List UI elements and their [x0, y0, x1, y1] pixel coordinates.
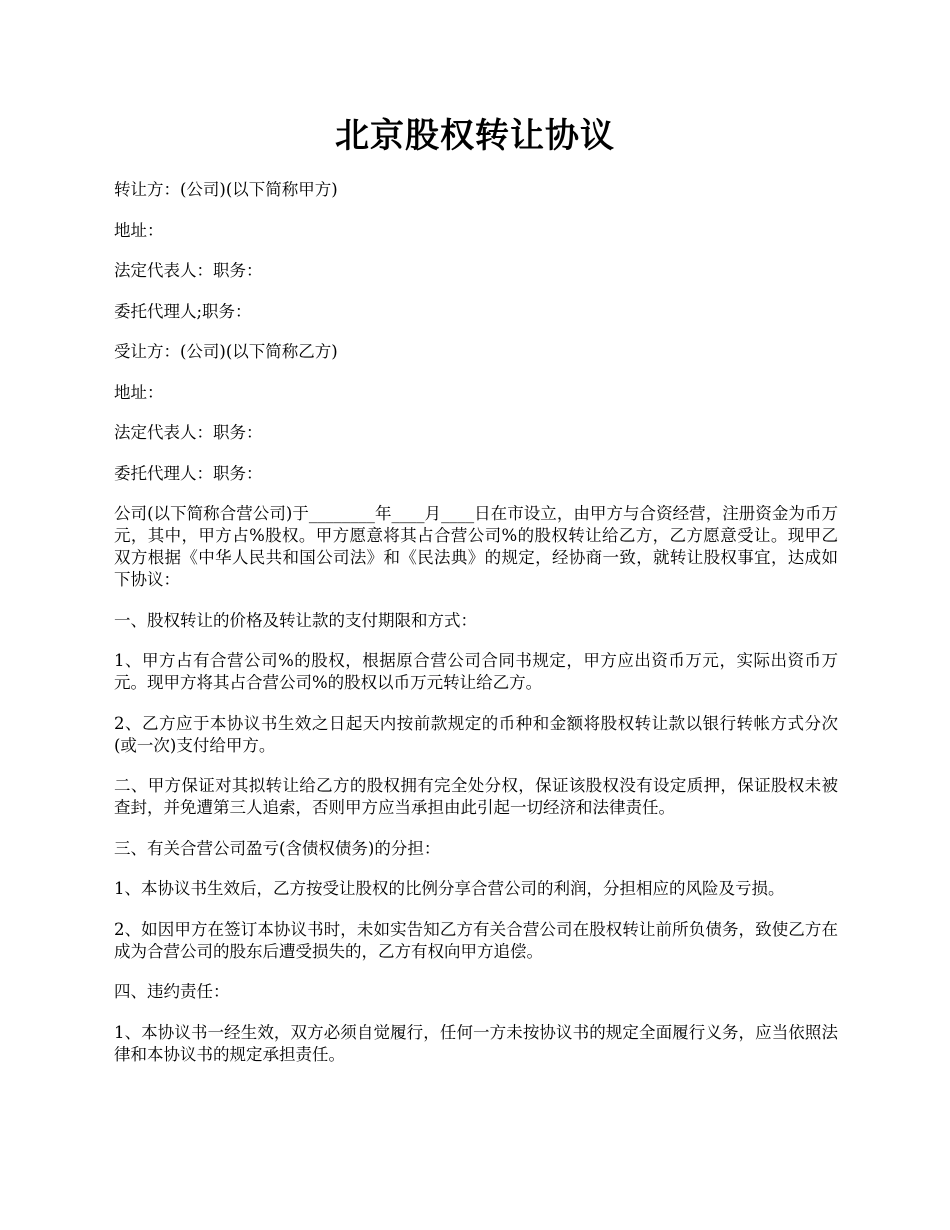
section-heading-profit-loss: 三、有关合营公司盈亏(含债权债务)的分担：	[114, 838, 441, 858]
document-title: 北京股权转让协议	[335, 116, 615, 156]
clause-4-1: 1、本协议书一经生效，双方必须自觉履行，任何一方未按协议书的规定全面履行义务，应当依照法律和本协议书的规定承担责任。	[114, 1022, 838, 1064]
section-heading-liability: 四、违约责任：	[114, 982, 230, 1001]
clause-3-1: 1、本协议书生效后，乙方按受让股权的比例分享合营公司的利润，分担相应的风险及亏损。	[114, 879, 785, 898]
paragraph-transferee-agent: 委托代理人：职务：	[114, 463, 263, 483]
paragraph-transferor-address: 地址：	[114, 220, 164, 240]
paragraph-transferor: 转让方：(公司)(以下简称甲方)	[114, 180, 338, 199]
paragraph-preamble: 公司(以下简称合营公司)于________年____月____日在市设立，由甲方与合资经营，注册资金为币万元，其中，甲方占%股权。甲方愿意将其占合营公司%的股权转让给乙方，乙方愿意受让。现甲乙双方根据《中华人民共和国公司法》和《民法典》的规定，经协商一致，就转让股权事宜，达成如下协议：	[114, 504, 838, 589]
clause-1-2: 2、乙方应于本协议书生效之日起天内按前款规定的币种和金额将股权转让款以银行转帐方式分次(或一次)支付给甲方。	[114, 713, 838, 755]
paragraph-transferee: 受让方：(公司)(以下简称乙方)	[114, 342, 338, 361]
paragraph-transferee-legal-rep: 法定代表人：职务：	[114, 423, 263, 442]
paragraph-transferee-address: 地址：	[114, 382, 164, 402]
document-body	[114, 179, 838, 1084]
clause-3-2: 2、如因甲方在签订本协议书时，未如实告知乙方有关合营公司在股权转让前所负债务，致使乙方在成为合营公司的股东后遭受损失的，乙方有权向甲方追偿。	[114, 919, 838, 961]
paragraph-transferor-agent: 委托代理人;职务：	[114, 301, 252, 321]
paragraph-transferor-legal-rep: 法定代表人：职务：	[114, 261, 263, 280]
section-heading-price-payment: 一、股权转让的价格及转让款的支付期限和方式：	[114, 610, 477, 630]
section-warranty: 二、甲方保证对其拟转让给乙方的股权拥有完全处分权，保证该股权没有设定质押，保证股权未被查封，并免遭第三人追索，否则甲方应当承担由此引起一切经济和法律责任。	[114, 776, 838, 817]
clause-1-1: 1、甲方占有合营公司%的股权，根据原合营公司合同书规定，甲方应出资币万元，实际出资币万元。现甲方将其占合营公司%的股权以币万元转让给乙方。	[114, 651, 838, 692]
